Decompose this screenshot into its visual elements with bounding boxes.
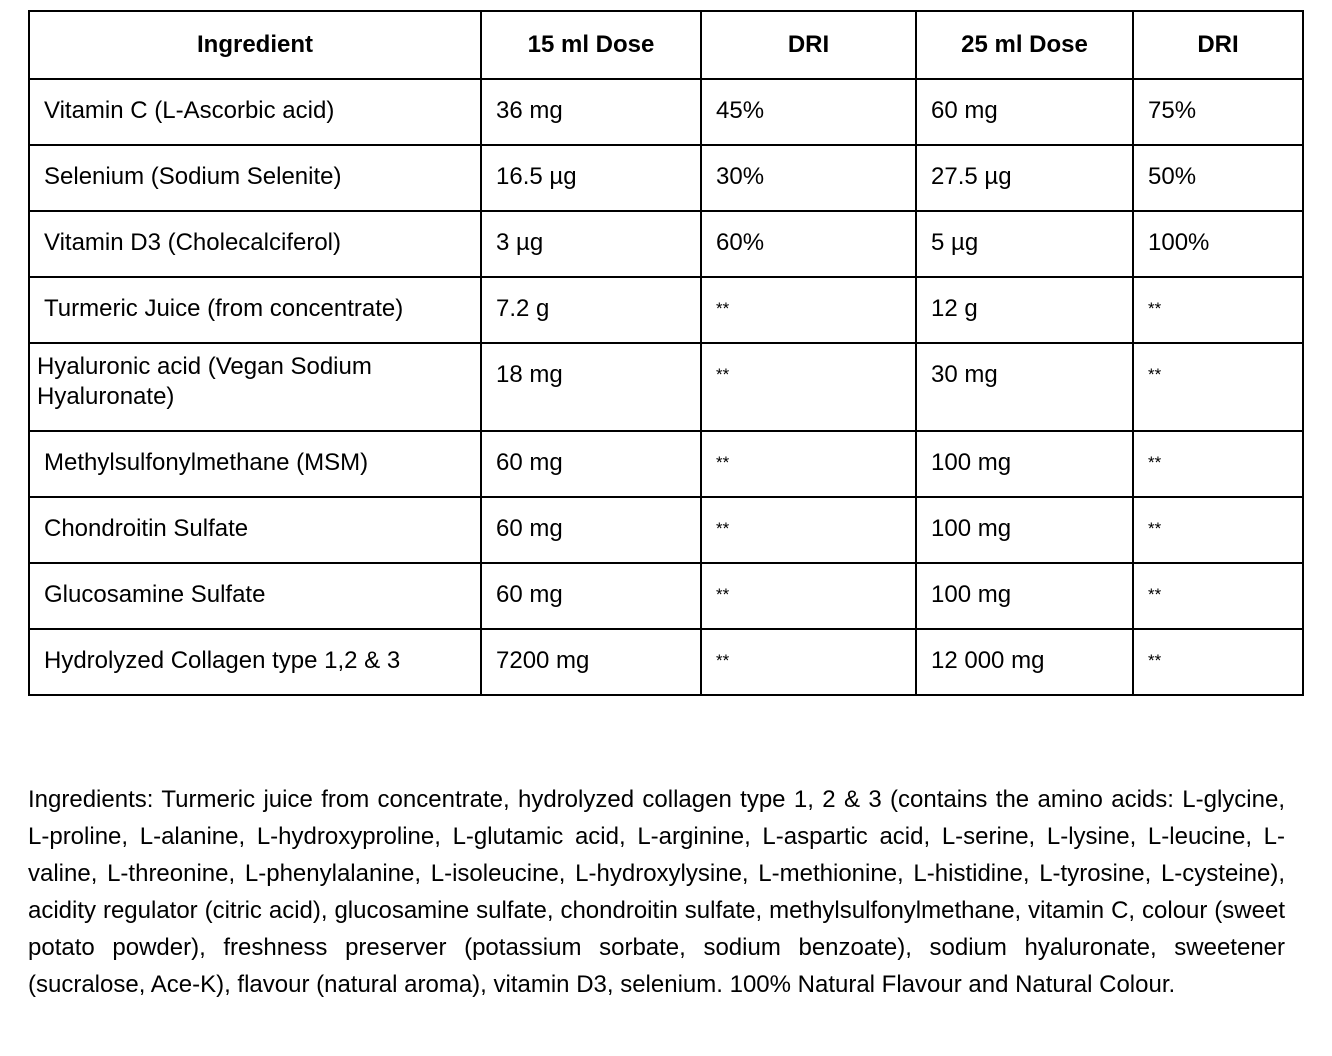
header-dri-25ml: DRI — [1133, 11, 1303, 79]
cell-dri-15ml — [701, 629, 916, 695]
cell-dose-25ml: 100 mg — [916, 563, 1133, 629]
dri-not-established-mark: ** — [716, 365, 730, 384]
cell-dri-25ml — [1133, 497, 1303, 563]
cell-dose-25ml: 5 µg — [916, 211, 1133, 277]
table-row — [29, 277, 1303, 343]
cell-dri-25ml: 100% — [1133, 211, 1303, 277]
table-row — [29, 563, 1303, 629]
cell-ingredient: Hydrolyzed Collagen type 1,2 & 3 — [29, 629, 481, 695]
dri-not-established-mark: ** — [1148, 651, 1162, 670]
cell-dose-25ml: 60 mg — [916, 79, 1133, 145]
table-row — [29, 211, 1303, 277]
cell-dose-15ml: 36 mg — [481, 79, 701, 145]
cell-dose-15ml: 60 mg — [481, 497, 701, 563]
cell-dri-25ml — [1133, 277, 1303, 343]
cell-ingredient: Selenium (Sodium Selenite) — [29, 145, 481, 211]
table-row — [29, 629, 1303, 695]
cell-ingredient: Glucosamine Sulfate — [29, 563, 481, 629]
cell-ingredient: Chondroitin Sulfate — [29, 497, 481, 563]
cell-dri-25ml: 75% — [1133, 79, 1303, 145]
cell-dri-15ml — [701, 431, 916, 497]
dri-not-established-mark: ** — [716, 519, 730, 538]
cell-dri-15ml: 30% — [701, 145, 916, 211]
cell-dose-25ml: 12 g — [916, 277, 1133, 343]
dri-not-established-mark: ** — [716, 651, 730, 670]
header-dri-15ml: DRI — [701, 11, 916, 79]
table-row — [29, 79, 1303, 145]
cell-ingredient: Methylsulfonylmethane (MSM) — [29, 431, 481, 497]
cell-dri-25ml — [1133, 629, 1303, 695]
cell-ingredient: Turmeric Juice (from concentrate) — [29, 277, 481, 343]
cell-dri-25ml: 50% — [1133, 145, 1303, 211]
table-row — [29, 497, 1303, 563]
cell-dose-15ml: 7.2 g — [481, 277, 701, 343]
cell-dose-15ml: 3 µg — [481, 211, 701, 277]
cell-dri-15ml — [701, 343, 916, 431]
cell-dri-15ml: 45% — [701, 79, 916, 145]
cell-dose-25ml: 12 000 mg — [916, 629, 1133, 695]
cell-dose-25ml: 100 mg — [916, 431, 1133, 497]
table-row — [29, 431, 1303, 497]
table-row — [29, 343, 1303, 431]
cell-dose-15ml: 18 mg — [481, 343, 701, 431]
header-25ml-dose: 25 ml Dose — [916, 11, 1133, 79]
table-header-row — [29, 11, 1303, 79]
cell-dri-25ml — [1133, 343, 1303, 431]
cell-dose-25ml: 100 mg — [916, 497, 1133, 563]
dri-not-established-mark: ** — [1148, 299, 1162, 318]
cell-dri-15ml — [701, 277, 916, 343]
dri-not-established-mark: ** — [1148, 365, 1162, 384]
cell-dri-15ml — [701, 497, 916, 563]
cell-ingredient: Vitamin D3 (Cholecalciferol) — [29, 211, 481, 277]
cell-ingredient: Hyaluronic acid (Vegan Sodium Hyaluronate) — [29, 343, 481, 431]
cell-dri-15ml: 60% — [701, 211, 916, 277]
ingredients-paragraph: Ingredients: Turmeric juice from concentrate, hydrolyzed collagen type 1, 2 & 3 (contains the amino acids: L-glycine, L-proline, L-alanine, L-hydroxyproline, L-glutamic acid, L-arginine, L-aspartic acid, L-serine, L-lysine, L-leucine, L-valine, L-threonine, L-phenylalanine, L-isoleucine, L-hydroxylysine, L-methionine, L-histidine, L-tyrosine, L-cysteine), acidity regulator (citric acid), glucosamine sulfate, chondroitin sulfate, methylsulfonylmethane, vitamin C, colour (sweet potato powder), freshness preserver (potassium sorbate, sodium benzoate), sodium hyaluronate, sweetener (sucralose, Ace-K), flavour (natural aroma), vitamin D3, selenium. 100% Natural Flavour and Natural Colour. — [28, 786, 1285, 998]
dri-not-established-mark: ** — [716, 585, 730, 604]
cell-dose-15ml: 7200 mg — [481, 629, 701, 695]
dri-not-established-mark: ** — [716, 453, 730, 472]
nutrition-table — [28, 10, 1304, 696]
cell-dri-25ml — [1133, 563, 1303, 629]
cell-dose-15ml: 60 mg — [481, 431, 701, 497]
header-ingredient: Ingredient — [29, 11, 481, 79]
cell-dose-15ml: 16.5 µg — [481, 145, 701, 211]
table-row — [29, 145, 1303, 211]
dri-not-established-mark: ** — [1148, 585, 1162, 604]
cell-dri-25ml — [1133, 431, 1303, 497]
dri-not-established-mark: ** — [1148, 453, 1162, 472]
dri-not-established-mark: ** — [1148, 519, 1162, 538]
dri-not-established-mark: ** — [716, 299, 730, 318]
cell-ingredient: Vitamin C (L-Ascorbic acid) — [29, 79, 481, 145]
cell-dri-15ml — [701, 563, 916, 629]
cell-dose-25ml: 27.5 µg — [916, 145, 1133, 211]
header-15ml-dose: 15 ml Dose — [481, 11, 701, 79]
cell-dose-25ml: 30 mg — [916, 343, 1133, 431]
cell-dose-15ml: 60 mg — [481, 563, 701, 629]
